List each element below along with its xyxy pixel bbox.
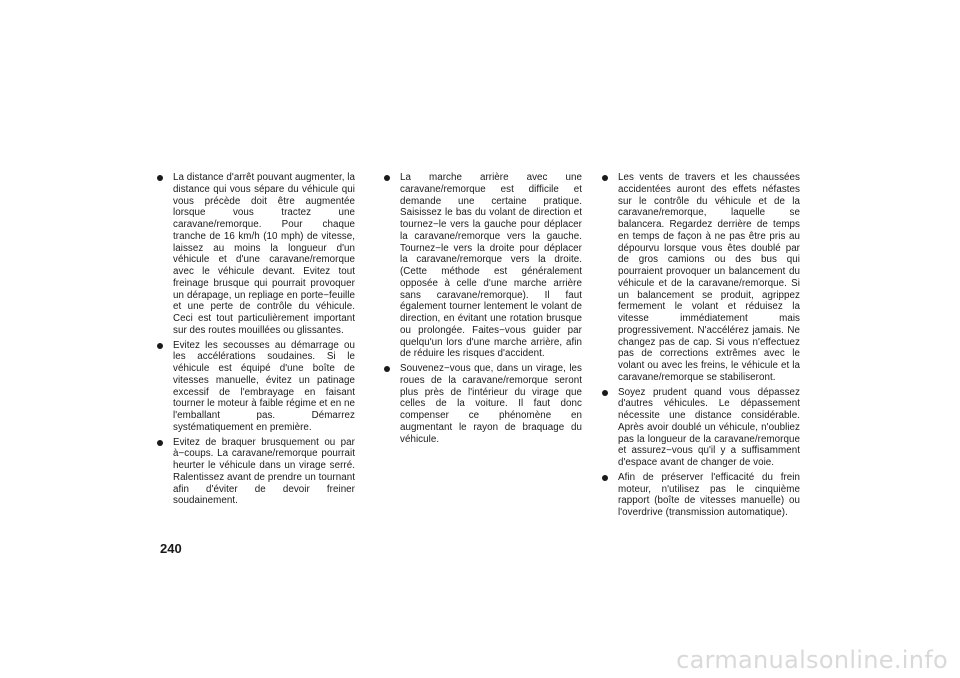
bullet-icon — [384, 366, 390, 372]
bullet-icon — [157, 343, 163, 349]
list-item — [382, 363, 582, 445]
list-item — [155, 172, 355, 337]
list-item-text: Afin de préserver l'efficacité du frein moteur, n'utilisez pas le cinquième rapport (boîte de vitesses manuelle) ou l'overdrive (transmission automatique). — [618, 471, 800, 518]
bullet-icon — [602, 390, 608, 396]
bullet-icon — [157, 440, 163, 446]
list-item — [155, 340, 355, 434]
list-item-text: Les vents de travers et les chaussées accidentées auront des effets néfastes sur le contrôle du véhicule et de la caravane/remorque, laquelle se balancera. Regardez derrière de temps en temps de façon à ne pas être pris au dépourvu lorsque vous êtes doublé par de gros camions ou des bus qui pourraient provoquer un balancement du véhicule et de la caravane/remorque. Si un balancement se produit, agrippez fermement le volant et réduisez la vitesse immédiatement mais progressivement. N'accélérez jamais. Ne changez pas de cap. Si vous n'effectuez pas de corrections extrêmes avec le volant ou avec les freins, le véhicule et la caravane/remorque se stabiliseront. — [618, 172, 800, 383]
bullet-icon — [384, 175, 390, 181]
list-item-text: Evitez les secousses au démarrage ou les accélérations soudaines. Si le véhicule est équipé d'une boîte de vitesses manuelle, évitez un patinage excessif de l'embrayage en faisant tourner le moteur à faible régime et en ne l'emballant pas. Démarrez systématiquement en première. — [173, 339, 355, 433]
bullet-icon — [157, 175, 163, 181]
list-item — [382, 172, 582, 360]
list-item-text: Souvenez−vous que, dans un virage, les roues de la caravane/remorque seront plus près de l'intérieur du virage que celles de la voiture. Il faut donc compenser ce phénomène en augmentant le rayon de braquage du véhicule. — [400, 363, 582, 445]
list-item-text: La marche arrière avec une caravane/remorque est difficile et demande une certaine pratique. Saisissez le bas du volant de direction et tournez−le vers la gauche pour déplacer la caravane/remorque vers la gauche. Tournez−le vers la droite pour déplacer la caravane/remorque vers la droite. (Cette méthode est généralement opposée à celle d'une marche arrière sans caravane/remorque). Il faut également tourner lentement le volant de direction, en évitant une rotation brusque ou prolongée. Faites−vous guider par quelqu'un lors d'une marche arrière, afin de réduire les risques d'accident. — [400, 172, 582, 360]
text-column-1 — [155, 172, 355, 510]
text-column-3 — [600, 172, 800, 522]
list-item-text: Soyez prudent quand vous dépassez d'autres véhicules. Le dépassement nécessite une distance considérable. Après avoir doublé un véhicule, n'oubliez pas la longueur de la caravane/remorque et assurez−vous qu'il y a suffisamment d'espace avant de changer de voie. — [618, 386, 800, 468]
page-number: 240 — [160, 541, 182, 556]
bullet-icon — [602, 475, 608, 481]
list-item-text: La distance d'arrêt pouvant augmenter, la distance qui vous sépare du véhicule qui vous précède doit être augmentée lorsque vous tractez une caravane/remorque. Pour chaque tranche de 16 km/h (10 mph) de vitesse, laissez au moins la longueur d'un véhicule et d'une caravane/remorque avec le véhicule devant. Evitez tout freinage brusque qui pourrait provoquer un dérapage, un repliage en porte−feuille et une perte de contrôle du véhicule. Ceci est tout particulièrement important sur des routes mouillées ou glissantes. — [173, 172, 356, 336]
list-item-text: Evitez de braquer brusquement ou par à−coups. La caravane/remorque pourrait heurter le véhicule dans un virage serré. Ralentissez avant de prendre un tournant afin d'éviter de devoir freiner soudainement. — [173, 436, 355, 507]
list-item — [600, 387, 800, 469]
list-item — [600, 172, 800, 384]
watermark: carmanualsonline.info — [676, 646, 948, 674]
list-item — [155, 437, 355, 508]
bullet-icon — [602, 175, 608, 181]
list-item — [600, 472, 800, 519]
text-column-2 — [382, 172, 582, 448]
